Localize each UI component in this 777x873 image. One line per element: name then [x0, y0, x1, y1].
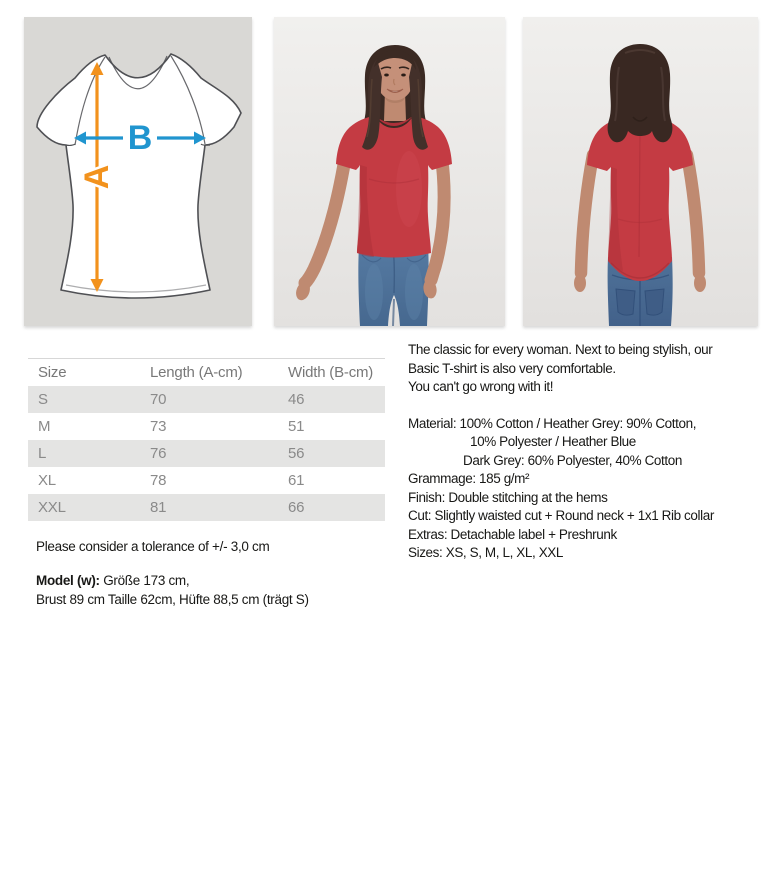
size-table	[28, 358, 385, 521]
table-row	[28, 494, 385, 521]
detail-line-extras: Extras: Detachable label + Preshrunk	[408, 526, 617, 542]
cell-width: 46	[288, 391, 305, 408]
column-header-length: Length (A-cm)	[150, 364, 243, 381]
cell-size: S	[38, 391, 48, 408]
table-row	[28, 386, 385, 413]
table-header-row	[28, 359, 385, 387]
detail-line-material-cont: 10% Polyester / Heather Blue	[470, 434, 636, 449]
table-row	[28, 440, 385, 467]
detail-line-material: Material: 100% Cotton / Heather Grey: 90% Cotton,	[408, 415, 697, 431]
cell-width: 66	[288, 499, 305, 516]
size-diagram-panel	[24, 17, 252, 326]
table-row	[28, 413, 385, 440]
cell-size: XL	[38, 472, 56, 489]
cell-size: M	[38, 418, 51, 435]
column-header-width: Width (B-cm)	[288, 364, 374, 381]
description-line: Basic T-shirt is also very comfortable.	[408, 360, 616, 376]
cell-width: 56	[288, 445, 305, 462]
cell-size: L	[38, 445, 47, 462]
model-height: Größe 173 cm,	[99, 572, 190, 588]
detail-line-sizes: Sizes: XS, S, M, L, XL, XXL	[408, 545, 564, 560]
detail-line-finish: Finish: Double stitching at the hems	[408, 489, 608, 505]
detail-line-cut: Cut: Slightly waisted cut + Round neck + 1x1 Rib collar	[408, 508, 714, 523]
cell-length: 76	[150, 445, 167, 462]
product-description	[408, 341, 773, 563]
description-line: You can't go wrong with it!	[408, 379, 554, 394]
model-photo-back	[523, 17, 758, 326]
cell-length: 70	[150, 391, 167, 408]
model-back-illustration	[523, 17, 758, 326]
column-header-size: Size	[38, 364, 67, 381]
hair-back-view	[608, 44, 673, 142]
length-label: A	[78, 164, 116, 190]
width-label: B	[127, 119, 153, 157]
model-info-line2: Brust 89 cm Taille 62cm, Hüfte 88,5 cm (trägt S)	[36, 592, 309, 607]
cell-width: 51	[288, 418, 305, 435]
model-info	[36, 571, 406, 610]
detail-line-material-cont: Dark Grey: 60% Polyester, 40% Cotton	[463, 452, 682, 468]
cell-length: 73	[150, 418, 167, 435]
model-photo-front	[274, 17, 505, 326]
detail-line-grammage: Grammage: 185 g/m²	[408, 471, 530, 486]
tshirt-measurement-diagram	[24, 17, 252, 326]
model-front-illustration	[274, 17, 505, 326]
cell-length: 81	[150, 499, 167, 516]
table-row	[28, 467, 385, 494]
cell-length: 78	[150, 472, 167, 489]
tolerance-note: Please consider a tolerance of +/- 3,0 cm	[36, 539, 270, 554]
model-info-line1	[36, 571, 406, 591]
cell-size: XXL	[38, 499, 66, 516]
description-line: The classic for every woman. Next to being stylish, our	[408, 342, 713, 357]
tshirt-outline	[37, 54, 241, 298]
model-label: Model (w):	[36, 572, 100, 588]
description-spacer	[408, 397, 773, 415]
cell-width: 61	[288, 472, 305, 489]
notes-section	[36, 537, 406, 610]
